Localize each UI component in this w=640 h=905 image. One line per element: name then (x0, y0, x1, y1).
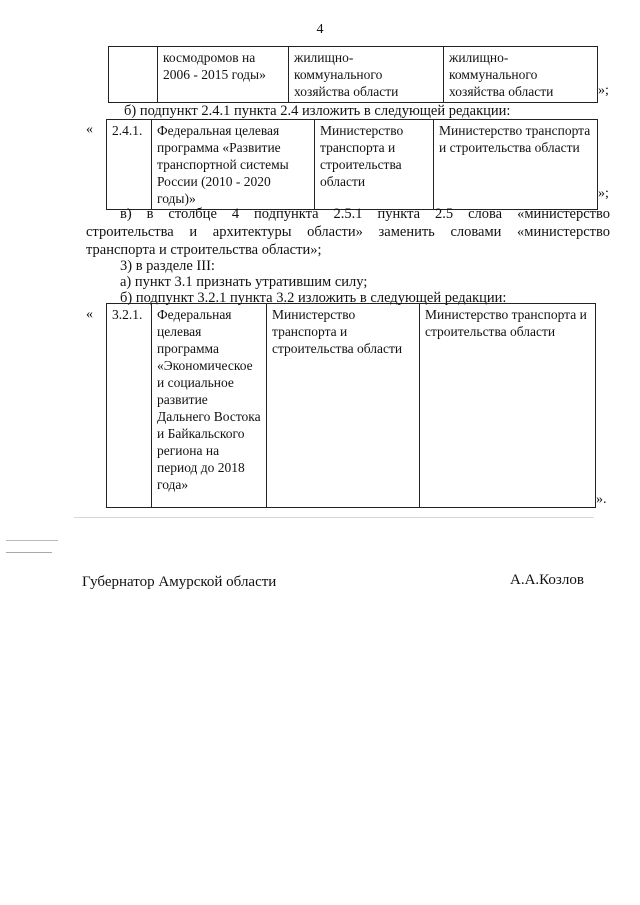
table-3-2-1 (106, 303, 596, 508)
table-row (107, 304, 596, 508)
table-cell-col3: Министерство транспорта и строительства области (267, 304, 420, 508)
table-cell-program: Федеральная целевая программа «Экономическое и социальное развитие Дальнего Востока и Байкальского региона на период до 2018 года» (152, 304, 267, 508)
paragraph-v-line1: в) в столбце 4 подпункта 2.5.1 пункта 2.5 слова «министерство (120, 206, 610, 222)
paragraph-v-line2: строительства и архитектуры области» заменить словами «министерство (86, 224, 610, 240)
table-cell-col4: Министерство транспорта и строительства области (420, 304, 596, 508)
scan-speck (6, 552, 52, 553)
paragraph-a-3-1: а) пункт 3.1 признать утратившим силу; (120, 274, 368, 290)
paragraph-section-3: 3) в разделе III: (120, 258, 215, 274)
scan-speck (74, 517, 594, 518)
scan-speck (6, 540, 58, 541)
table-cell-col4: жилищно-коммунального хозяйства области (444, 47, 598, 103)
table-continuation (108, 46, 598, 103)
table-row (109, 47, 598, 103)
end-quote-mark: »; (598, 186, 609, 201)
table-cell-number: 3.2.1. (107, 304, 152, 508)
open-quote-mark: « (86, 122, 93, 137)
paragraph-b-3-2-1: б) подпункт 3.2.1 пункта 3.2 изложить в следующей редакции: (120, 290, 507, 306)
table-cell-col3: Министерство транспорта и строительства области (315, 120, 434, 210)
table-cell-program: космодромов на 2006 - 2015 годы» (158, 47, 289, 103)
paragraph-b-2-4-1: б) подпункт 2.4.1 пункта 2.4 изложить в следующей редакции: (124, 103, 511, 119)
end-quote-mark: ». (596, 492, 607, 507)
table-2-4-1 (106, 119, 598, 210)
page-number: 4 (316, 22, 324, 37)
open-quote-mark: « (86, 307, 93, 322)
table-cell-number: 2.4.1. (107, 120, 152, 210)
table-cell-program: Федеральная целевая программа «Развитие транспортной системы России (2010 - 2020 годы)» (152, 120, 315, 210)
table-cell-col4: Министерство транспорта и строительства области (434, 120, 598, 210)
signature-name: А.А.Козлов (510, 572, 584, 588)
end-quote-mark: »; (598, 83, 609, 98)
table-cell-col3: жилищно-коммунального хозяйства области (289, 47, 444, 103)
table-cell-number (109, 47, 158, 103)
paragraph-v-line3: транспорта и строительства области»; (86, 242, 322, 258)
table-row (107, 120, 598, 210)
signature-position: Губернатор Амурской области (82, 574, 277, 590)
